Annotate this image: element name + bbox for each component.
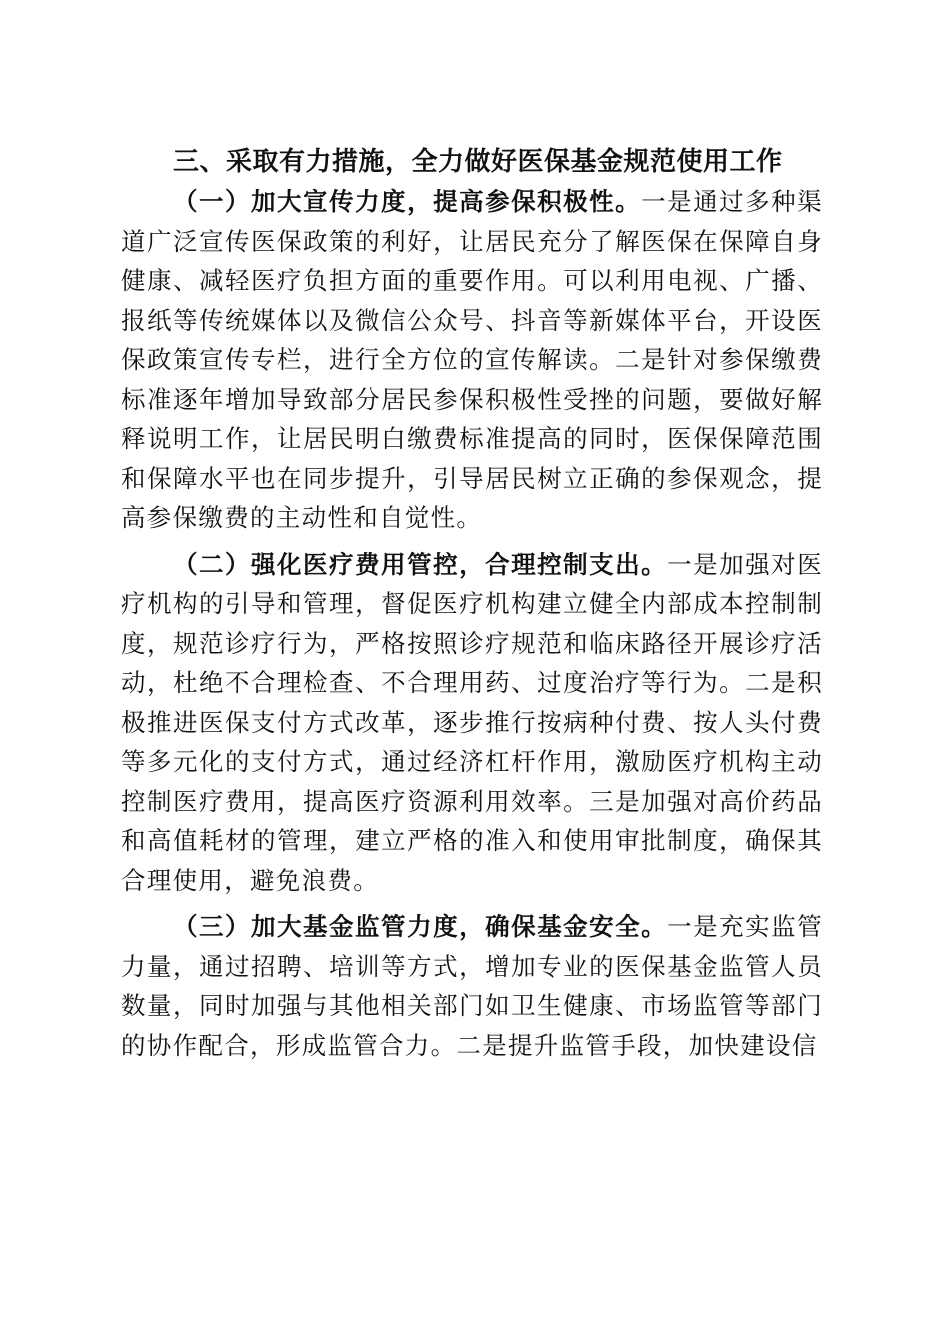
paragraph-1-lead: （一）加大宣传力度，提高参保积极性。 [173, 187, 642, 216]
paragraph-3-body: 一是充实监管力量，通过招聘、培训等方式，增加专业的医保基金监管人员数量，同时加强与其他相关部门如卫生健康、市场监管等部门的协作配合，形成监管合力。二是提升监管手段，加快建设信 [121, 912, 823, 1060]
section-heading: 三、采取有力措施，全力做好医保基金规范使用工作 [173, 147, 783, 177]
paragraph-2-body: 一是加强对医疗机构的引导和管理，督促医疗机构建立健全内部成本控制制度，规范诊疗行为，严格按照诊疗规范和临床路径开展诊疗活动，杜绝不合理检查、不合理用药、过度治疗等行为。二是积极推进医保支付方式改革，逐步推行按病种付费、按人头付费等多元化的支付方式，通过经济杠杆作用，激励医疗机构主动控制医疗费用，提高医疗资源利用效率。三是加强对高价药品和高值耗材的管理，建立严格的准入和使用审批制度，确保其合理使用，避免浪费。 [121, 549, 823, 895]
paragraph-2 [121, 545, 823, 901]
paragraph-1 [121, 182, 823, 538]
paragraph-1-body: 一是通过多种渠道广泛宣传医保政策的利好，让居民充分了解医保在保障自身健康、减轻医疗负担方面的重要作用。可以利用电视、广播、报纸等传统媒体以及微信公众号、抖音等新媒体平台，开设医保政策宣传专栏，进行全方位的宣传解读。二是针对参保缴费标准逐年增加导致部分居民参保积极性受挫的问题，要做好解释说明工作，让居民明白缴费标准提高的同时，医保保障范围和保障水平也在同步提升，引导居民树立正确的参保观念，提高参保缴费的主动性和自觉性。 [121, 187, 823, 532]
paragraph-3-lead: （三）加大基金监管力度，确保基金安全。 [173, 912, 668, 941]
paragraph-3 [121, 907, 823, 1065]
document-body [121, 142, 823, 1065]
paragraph-2-lead: （二）强化医疗费用管控，合理控制支出。 [173, 549, 668, 579]
